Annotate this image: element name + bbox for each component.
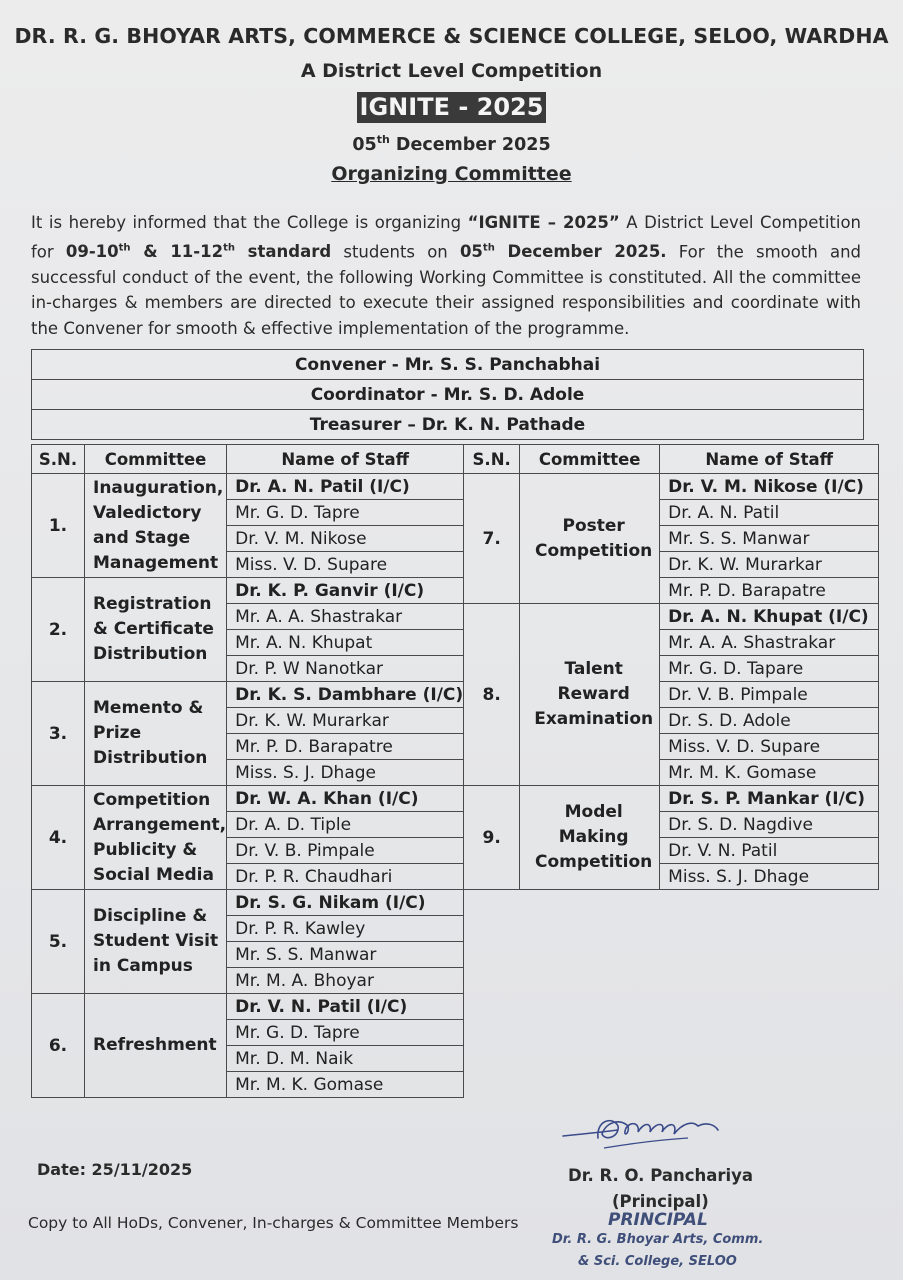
committee-name: Poster Competition <box>520 474 660 604</box>
header-staff: Name of Staff <box>227 445 464 474</box>
copy-to-note: Copy to All HoDs, Convener, In-charges & Committee Members <box>28 1214 519 1232</box>
staff-member: Dr. V. B. Pimpale <box>660 682 879 708</box>
intro-paragraph: It is hereby informed that the College is organizing “IGNITE – 2025” A District Level Competition for 09-10th & 11-12th standard students on 05th December 2025. For the smooth and successful conduct of the event, the following Working Committee is constituted. All the committee in-charges & members are directed to execute their assigned responsibilities and coordinate with the Convener for smooth & effective implementation of the programme. <box>31 213 862 338</box>
staff-member: Dr. S. D. Adole <box>660 708 879 734</box>
staff-member: Mr. A. A. Shastrakar <box>227 604 464 630</box>
staff-member: Mr. S. S. Manwar <box>660 526 879 552</box>
staff-member: Dr. P. W Nanotkar <box>227 656 464 682</box>
event-title-wrap <box>0 92 903 123</box>
staff-member: Dr. S. D. Nagdive <box>660 812 879 838</box>
signature-image <box>558 1108 728 1168</box>
staff-member: Mr. G. D. Tapre <box>227 1020 464 1046</box>
staff-member: Dr. P. R. Kawley <box>227 916 464 942</box>
event-title: IGNITE - 2025 <box>357 92 547 123</box>
event-date: 05th December 2025 <box>352 133 551 155</box>
staff-member: Dr. V. M. Nikose <box>227 526 464 552</box>
principal-title: (Principal) <box>612 1192 709 1211</box>
committee-name: Talent Reward Examination <box>520 604 660 786</box>
staff-incharge: Dr. V. N. Patil (I/C) <box>227 994 464 1020</box>
principal-name: Dr. R. O. Panchariya <box>568 1166 754 1185</box>
committee-sn: 4. <box>32 786 85 890</box>
staff-member: Mr. D. M. Naik <box>227 1046 464 1072</box>
section-title: Organizing Committee <box>331 163 572 185</box>
staff-incharge: Dr. A. N. Khupat (I/C) <box>660 604 879 630</box>
college-name: DR. R. G. BHOYAR ARTS, COMMERCE & SCIENCE COLLEGE, SELOO, WARDHA <box>14 24 889 48</box>
header-committee: Committee <box>520 445 660 474</box>
staff-member: Dr. V. B. Pimpale <box>227 838 464 864</box>
table-row <box>32 890 879 916</box>
table-header-row <box>32 445 879 474</box>
staff-member: Mr. M. K. Gomase <box>660 760 879 786</box>
issue-date: Date: 25/11/2025 <box>37 1160 193 1179</box>
staff-member: Mr. G. D. Tapare <box>660 656 879 682</box>
staff-member: Dr. A. N. Patil <box>660 500 879 526</box>
header-staff: Name of Staff <box>660 445 879 474</box>
staff-incharge: Dr. S. G. Nikam (I/C) <box>227 890 464 916</box>
staff-incharge: Dr. K. S. Dambhare (I/C) <box>227 682 464 708</box>
staff-incharge: Dr. K. P. Ganvir (I/C) <box>227 578 464 604</box>
convener-cell: Convener - Mr. S. S. Panchabhai <box>32 350 864 380</box>
staff-member: Dr. A. D. Tiple <box>227 812 464 838</box>
committee-sn: 5. <box>32 890 85 994</box>
committee-name: Competition Arrangement, Publicity & Social Media <box>85 786 227 890</box>
staff-member: Mr. A. N. Khupat <box>227 630 464 656</box>
stamp-college-line1: Dr. R. G. Bhoyar Arts, Comm. <box>552 1232 764 1247</box>
staff-member: Mr. P. D. Barapatre <box>660 578 879 604</box>
staff-member: Mr. P. D. Barapatre <box>227 734 464 760</box>
staff-member: Dr. K. W. Murarkar <box>660 552 879 578</box>
committee-sn: 1. <box>32 474 85 578</box>
table-row <box>32 578 879 604</box>
table-row <box>32 786 879 812</box>
header-sn: S.N. <box>32 445 85 474</box>
committee-name: Discipline & Student Visit in Campus <box>85 890 227 994</box>
committee-sn: 7. <box>464 474 520 604</box>
committee-name: Registration & Certificate Distribution <box>85 578 227 682</box>
staff-member: Mr. G. D. Tapre <box>227 500 464 526</box>
blank-space <box>464 890 879 1098</box>
committee-sn: 2. <box>32 578 85 682</box>
staff-member: Miss. V. D. Supare <box>660 734 879 760</box>
treasurer-cell: Treasurer – Dr. K. N. Pathade <box>32 410 864 440</box>
table-row <box>32 682 879 708</box>
stamp-college-line2: & Sci. College, SELOO <box>578 1254 737 1269</box>
committee-name: Inauguration, Valedictory and Stage Management <box>85 474 227 578</box>
committee-sn: 6. <box>32 994 85 1098</box>
committee-name: Memento & Prize Distribution <box>85 682 227 786</box>
staff-member: Mr. M. K. Gomase <box>227 1072 464 1098</box>
committee-sn: 9. <box>464 786 520 890</box>
staff-member: Dr. V. N. Patil <box>660 838 879 864</box>
staff-member: Mr. A. A. Shastrakar <box>660 630 879 656</box>
staff-member: Mr. S. S. Manwar <box>227 942 464 968</box>
staff-member: Dr. K. W. Murarkar <box>227 708 464 734</box>
staff-incharge: Dr. W. A. Khan (I/C) <box>227 786 464 812</box>
staff-member: Miss. V. D. Supare <box>227 552 464 578</box>
committee-name: Refreshment <box>85 994 227 1098</box>
committee-name: Model Making Competition <box>520 786 660 890</box>
coordinator-cell: Coordinator - Mr. S. D. Adole <box>32 380 864 410</box>
committee-sn: 3. <box>32 682 85 786</box>
table-row <box>32 474 879 500</box>
staff-member: Dr. P. R. Chaudhari <box>227 864 464 890</box>
staff-incharge: Dr. A. N. Patil (I/C) <box>227 474 464 500</box>
committee-table <box>31 444 879 1098</box>
header-sn: S.N. <box>464 445 520 474</box>
competition-subtitle: A District Level Competition <box>300 60 603 82</box>
staff-member: Miss. S. J. Dhage <box>227 760 464 786</box>
staff-member: Miss. S. J. Dhage <box>660 864 879 890</box>
staff-incharge: Dr. S. P. Mankar (I/C) <box>660 786 879 812</box>
header-committee: Committee <box>85 445 227 474</box>
stamp-principal: PRINCIPAL <box>608 1210 708 1230</box>
staff-incharge: Dr. V. M. Nikose (I/C) <box>660 474 879 500</box>
committee-sn: 8. <box>464 604 520 786</box>
officials-table <box>31 349 864 440</box>
staff-member: Mr. M. A. Bhoyar <box>227 968 464 994</box>
